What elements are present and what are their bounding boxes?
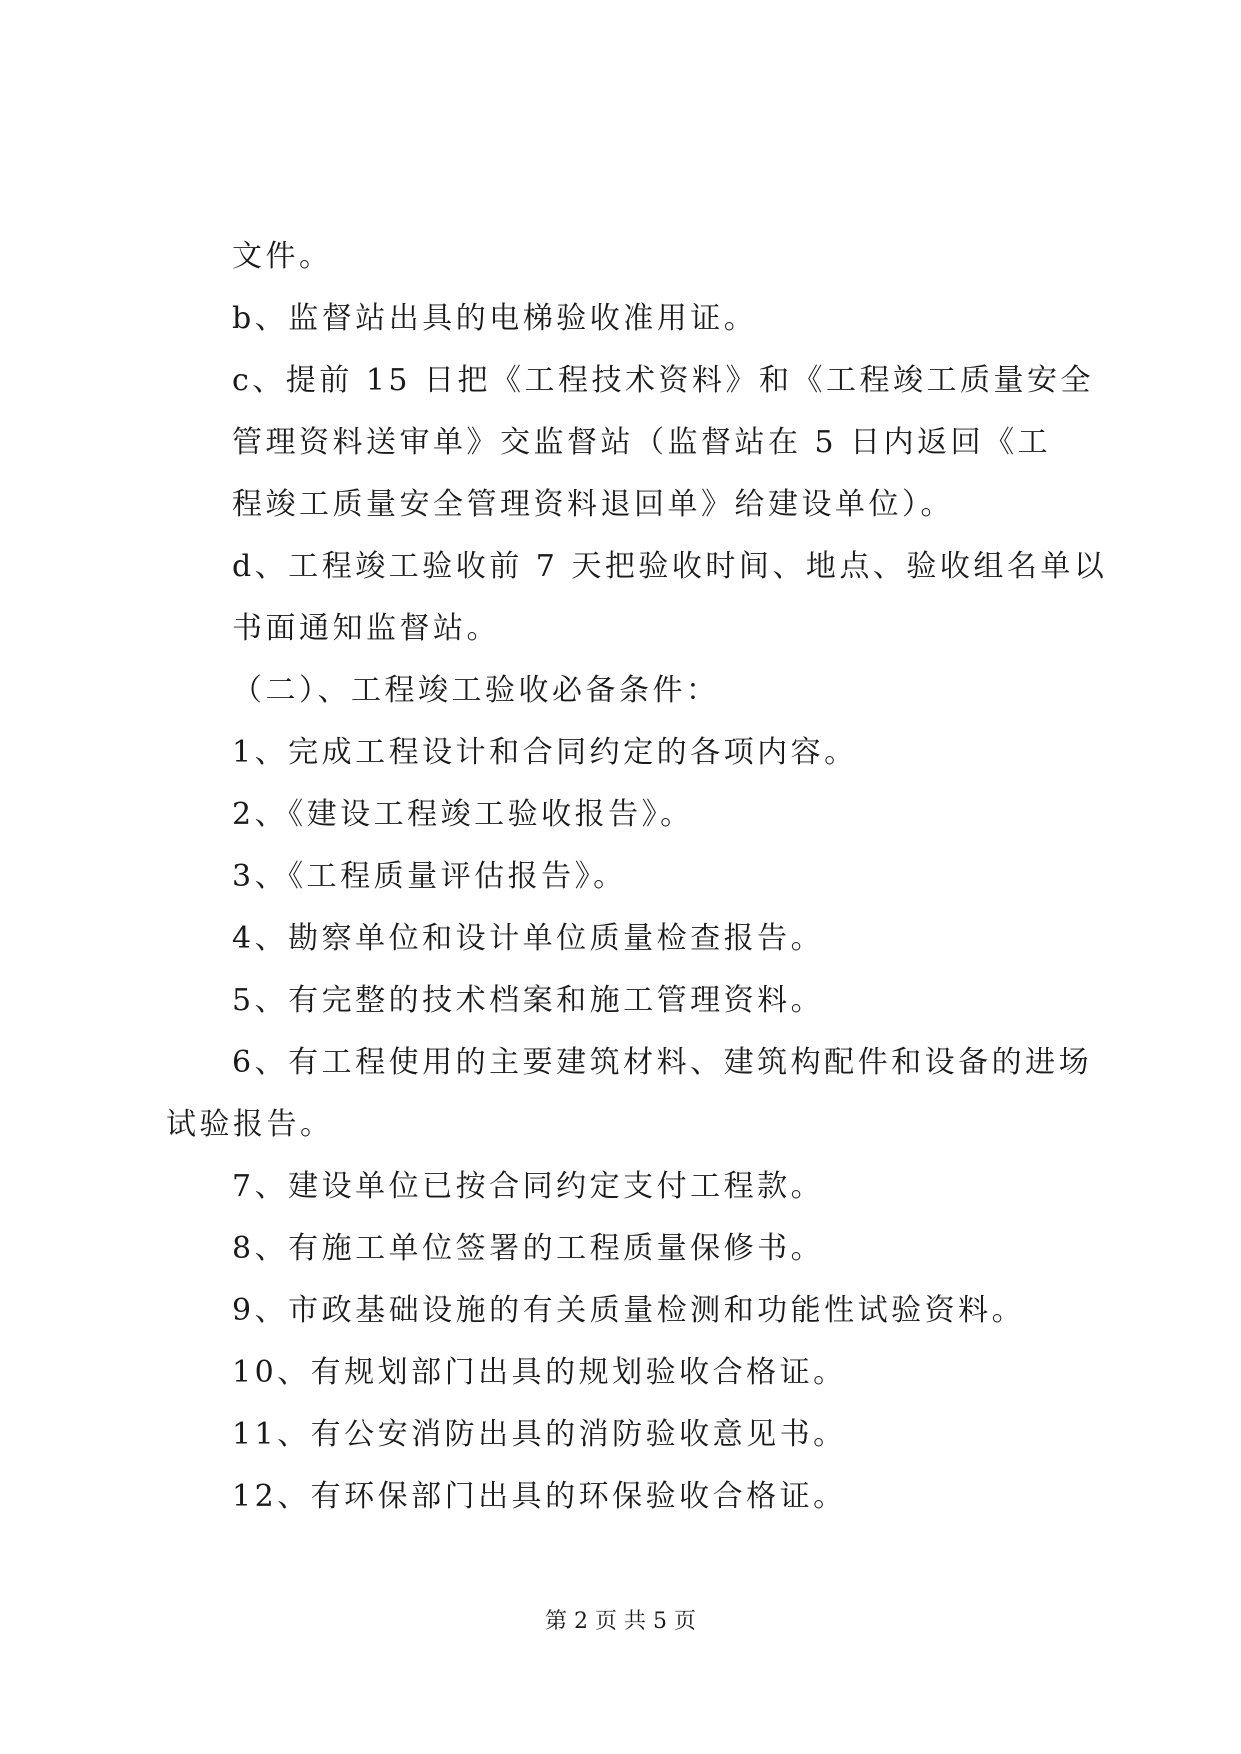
list-item-continuation: 试验报告。 [166, 1107, 334, 1142]
list-item: 10、有规划部门出具的规划验收合格证。 [232, 1355, 847, 1390]
page-number-footer: 第 2 页 共 5 页 [545, 1609, 696, 1634]
list-item: 9、市政基础设施的有关质量检测和功能性试验资料。 [232, 1293, 1026, 1328]
body-line: c、提前 15 日把《工程技术资料》和《工程竣工质量安全 [232, 363, 1095, 398]
body-line: 文件。 [232, 239, 333, 274]
list-item: 3、《工程质量评估报告》。 [232, 859, 627, 894]
body-line: d、工程竣工验收前 7 天把验收时间、地点、验收组名单以 [232, 549, 1108, 584]
list-item: 8、有施工单位签署的工程质量保修书。 [232, 1231, 825, 1266]
section-heading: （二）、工程竣工验收必备条件： [232, 673, 720, 708]
list-item: 2、《建设工程竣工验收报告》。 [232, 797, 694, 832]
list-item: 12、有环保部门出具的环保验收合格证。 [232, 1479, 847, 1514]
list-item: 7、建设单位已按合同约定支付工程款。 [232, 1169, 825, 1204]
list-item: 6、有工程使用的主要建筑材料、建筑构配件和设备的进场 [232, 1045, 1093, 1080]
body-line: 管理资料送审单》交监督站（监督站在 5 日内返回《工 [232, 425, 1052, 460]
list-item: 4、勘察单位和设计单位质量检查报告。 [232, 921, 825, 956]
list-item: 5、有完整的技术档案和施工管理资料。 [232, 983, 825, 1018]
body-line: 书面通知监督站。 [232, 611, 500, 646]
list-item: 1、完成工程设计和合同约定的各项内容。 [232, 735, 858, 770]
list-item: 11、有公安消防出具的消防验收意见书。 [232, 1417, 847, 1452]
body-line: 程竣工质量安全管理资料退回单》给建设单位）。 [232, 487, 954, 522]
body-line: b、监督站出具的电梯验收准用证。 [232, 301, 758, 336]
